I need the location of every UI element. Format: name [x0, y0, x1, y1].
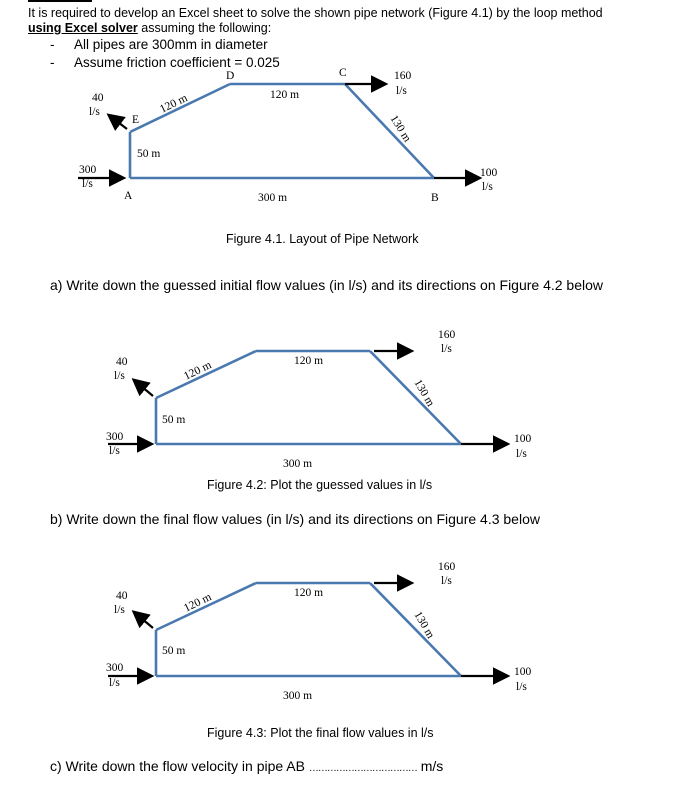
figure-4-2-diagram: [0, 320, 694, 480]
pipe-ed-length: 120 m: [182, 359, 214, 383]
node-c-label: C: [339, 67, 347, 79]
pipe-ed: [156, 351, 256, 398]
pipe-ae-length: 50 m: [162, 414, 186, 426]
flow-b-unit: l/s: [516, 448, 527, 460]
flow-e-unit: l/s: [89, 106, 100, 118]
pipe-dc-length: 120 m: [294, 587, 324, 599]
node-b-label: B: [431, 192, 439, 204]
flow-b-value: 100: [480, 167, 498, 179]
pipe-ed: [130, 84, 230, 132]
pipe-ab-length: 300 m: [258, 192, 288, 204]
outflow-arrow-e: [135, 381, 153, 396]
pipe-cb: [370, 583, 461, 676]
flow-b-value: 100: [514, 433, 532, 445]
figure-4-3-caption: Figure 4.3: Plot the final flow values in l/s: [207, 726, 434, 740]
flow-a-value: 300: [106, 662, 124, 674]
figure-4-1-caption: Figure 4.1. Layout of Pipe Network: [226, 232, 419, 246]
pipe-cb-length: 130 m: [411, 377, 437, 409]
flow-c-value: 160: [394, 70, 412, 82]
flow-b-unit: l/s: [482, 181, 493, 193]
pipe-cb: [370, 351, 461, 444]
figure-4-1-diagram: [0, 0, 694, 230]
flow-a-value: 300: [106, 431, 124, 443]
question-c: [50, 758, 443, 774]
answer-blank[interactable]: ………………………………: [308, 763, 417, 774]
node-a-label: A: [124, 190, 133, 202]
question-c-unit: m/s: [420, 758, 444, 774]
flow-a-unit: l/s: [82, 178, 93, 190]
outflow-arrow-e: [135, 613, 153, 628]
flow-c-value: 160: [438, 329, 456, 341]
pipe-cb-length: 130 m: [411, 609, 437, 641]
pipe-cb: [345, 84, 434, 178]
question-b: b) Write down the final flow values (in l/s) and its directions on Figure 4.3 below: [50, 511, 540, 527]
flow-e-unit: l/s: [114, 370, 125, 382]
flow-e-unit: l/s: [114, 604, 125, 616]
pipe-cb-length: 130 m: [387, 113, 414, 145]
flow-c-unit: l/s: [441, 575, 452, 587]
flow-a-unit: l/s: [109, 677, 120, 689]
bullet-mark: -: [50, 37, 55, 52]
pipe-ae-length: 50 m: [137, 148, 161, 160]
pipe-ed: [156, 583, 256, 630]
question-a: a) Write down the guessed initial flow values (in l/s) and its directions on Figure 4.2 below: [50, 277, 604, 293]
flow-a-value: 300: [79, 164, 97, 176]
flow-b-value: 100: [514, 666, 532, 678]
pipe-dc-length: 120 m: [294, 355, 324, 367]
pipe-ed-length: 120 m: [182, 591, 214, 615]
node-e-label: E: [132, 114, 140, 126]
flow-c-unit: l/s: [441, 343, 452, 355]
intro-prefix: It is required to develop an Excel sheet to solve the shown pipe network (Figure 4.1) by the loop method: [28, 6, 603, 20]
question-c-text: c) Write down the flow velocity in pipe AB: [50, 758, 305, 774]
flow-e-value: 40: [116, 356, 128, 368]
pipe-ab-length: 300 m: [283, 690, 313, 702]
outflow-arrow-e: [110, 116, 127, 129]
intro-suffix: assuming the following:: [141, 21, 272, 35]
flow-c-value: 160: [438, 561, 456, 573]
bullet-text: All pipes are 300mm in diameter: [74, 37, 268, 52]
figure-4-3-diagram: [0, 552, 694, 712]
node-d-label: D: [226, 70, 235, 82]
flow-a-unit: l/s: [109, 445, 120, 457]
figure-4-2-caption: Figure 4.2: Plot the guessed values in l/s: [207, 478, 433, 492]
pipe-ab-length: 300 m: [283, 458, 313, 470]
pipe-ed-length: 120 m: [158, 92, 190, 116]
flow-e-value: 40: [116, 590, 128, 602]
bullet-mark: -: [50, 55, 55, 70]
pipe-ae-length: 50 m: [162, 645, 186, 657]
flow-b-unit: l/s: [516, 681, 527, 693]
flow-e-value: 40: [92, 92, 104, 104]
bullet-text: Assume friction coefficient = 0.025: [74, 55, 280, 70]
flow-c-unit: l/s: [396, 85, 407, 97]
intro-underlined: using Excel solver: [28, 21, 138, 35]
pipe-dc-length: 120 m: [270, 89, 300, 101]
